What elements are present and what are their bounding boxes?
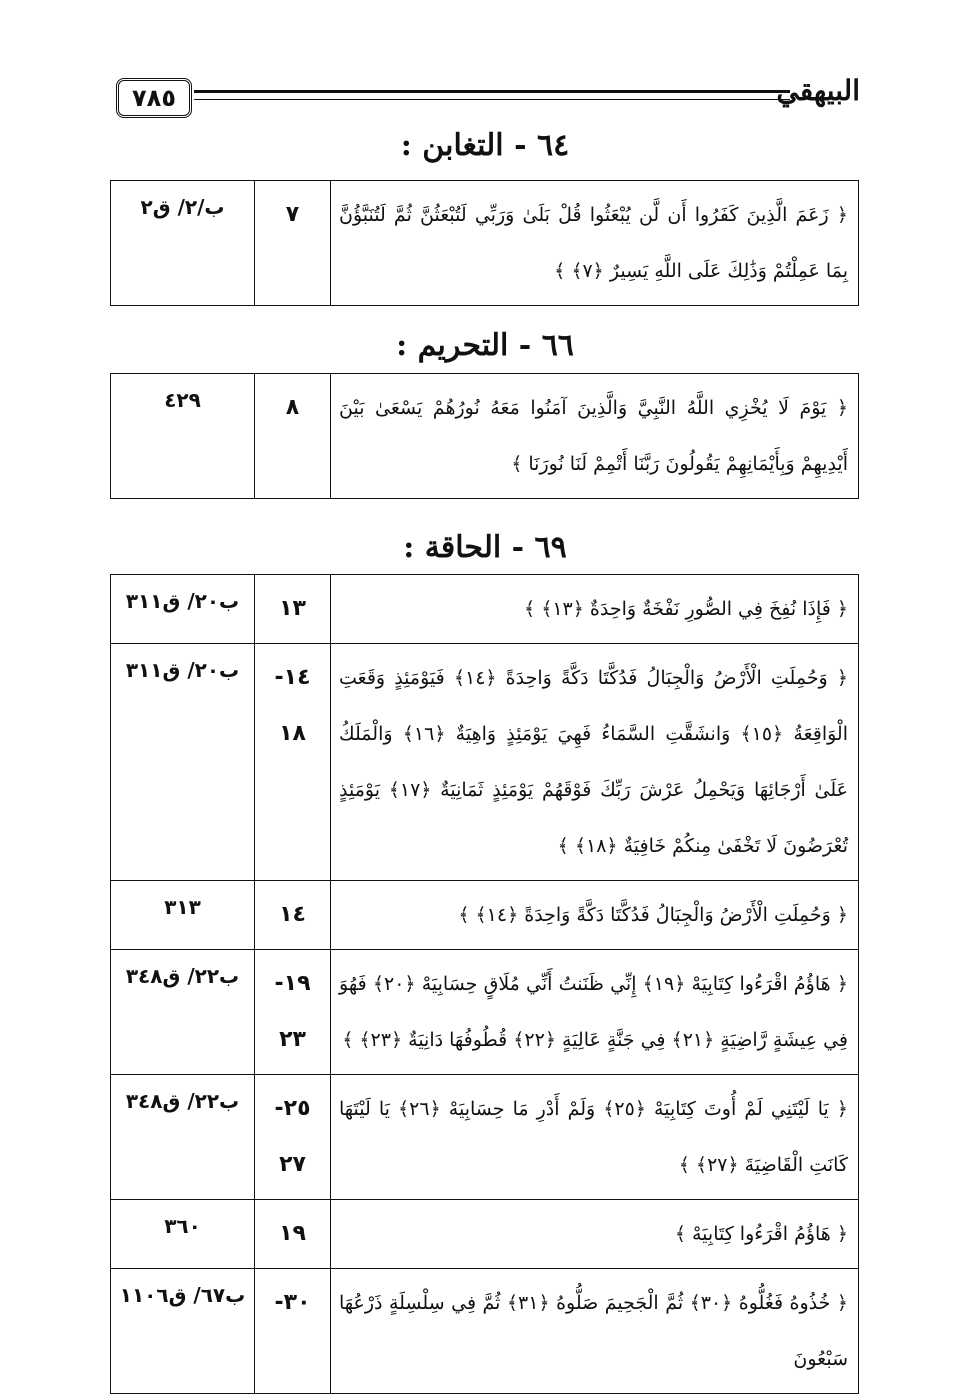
manuscript-ref: ب٦٧/ ق١١٠٦: [111, 1269, 255, 1394]
manuscript-ref: ٣٦٠: [111, 1200, 255, 1269]
verse-number: ٢٥- ٢٧: [255, 1075, 331, 1200]
verse-number: ١٤: [255, 881, 331, 950]
page-number: ٧٨٥: [116, 78, 192, 118]
verse-number: ١٤- ١٨: [255, 644, 331, 881]
verse-number: ٧: [255, 181, 331, 306]
verse-table-haqqa: [110, 574, 859, 1394]
table-row: [111, 1269, 859, 1394]
manuscript-ref: ٤٢٩: [111, 374, 255, 499]
manuscript-ref: ب٢٢/ ق٣٤٨: [111, 950, 255, 1075]
table-row: [111, 644, 859, 881]
verse-text: ﴿ هَاؤُمُ اقْرَءُوا كِتَابِيَهْ ﴿١٩﴾ إِنِّي ظَنَنتُ أَنِّي مُلَاقٍ حِسَابِيَهْ ﴿٢٠﴾ فَهُوَ فِي عِيشَةٍ رَّاضِيَةٍ ﴿٢١﴾ فِي جَنَّةٍ عَالِيَةٍ ﴿٢٢﴾ قُطُوفُهَا دَانِيَةٌ ﴿٢٣﴾ ﴾: [331, 950, 859, 1075]
manuscript-ref: ب/٢/ ق٢: [111, 181, 255, 306]
verse-number: ٣٠-: [255, 1269, 331, 1394]
verse-text: ﴿ وَحُمِلَتِ الْأَرْضُ وَالْجِبَالُ فَدُكَّتَا دَكَّةً وَاحِدَةً ﴿١٤﴾ فَيَوْمَئِذٍ وَقَعَتِ الْوَاقِعَةُ ﴿١٥﴾ وَانشَقَّتِ السَّمَاءُ فَهِيَ يَوْمَئِذٍ وَاهِيَةٌ ﴿١٦﴾ وَالْمَلَكُ عَلَىٰ أَرْجَائِهَا وَيَحْمِلُ عَرْشَ رَبِّكَ فَوْقَهُمْ يَوْمَئِذٍ ثَمَانِيَةٌ ﴿١٧﴾ يَوْمَئِذٍ تُعْرَضُونَ لَا تَخْفَىٰ مِنكُمْ خَافِيَةٌ ﴿١٨﴾ ﴾: [331, 644, 859, 881]
verse-text: ﴿ يَا لَيْتَنِي لَمْ أُوتَ كِتَابِيَهْ ﴿٢٥﴾ وَلَمْ أَدْرِ مَا حِسَابِيَهْ ﴿٢٦﴾ يَا لَيْتَهَا كَانَتِ الْقَاضِيَةَ ﴿٢٧﴾ ﴾: [331, 1075, 859, 1200]
verse-text: ﴿ خُذُوهُ فَغُلُّوهُ ﴿٣٠﴾ ثُمَّ الْجَحِيمَ صَلُّوهُ ﴿٣١﴾ ثُمَّ فِي سِلْسِلَةٍ ذَرْعُهَا سَبْعُونَ: [331, 1269, 859, 1394]
verse-text: ﴿ وَحُمِلَتِ الْأَرْضُ وَالْجِبَالُ فَدُكَّتَا دَكَّةً وَاحِدَةً ﴿١٤﴾ ﴾: [331, 881, 859, 950]
verse-text: ﴿ زَعَمَ الَّذِينَ كَفَرُوا أَن لَّن يُبْعَثُوا قُلْ بَلَىٰ وَرَبِّي لَتُبْعَثُنَّ ثُمَّ لَتُنَبَّؤُنَّ بِمَا عَمِلْتُمْ وَذَٰلِكَ عَلَى اللَّهِ يَسِيرٌ ﴿٧﴾ ﴾: [331, 181, 859, 306]
page-header: [110, 74, 860, 120]
verse-text: ﴿ يَوْمَ لَا يُخْزِي اللَّهُ النَّبِيَّ وَالَّذِينَ آمَنُوا مَعَهُ نُورُهُمْ يَسْعَىٰ بَيْنَ أَيْدِيهِمْ وَبِأَيْمَانِهِمْ يَقُولُونَ رَبَّنَا أَتْمِمْ لَنَا نُورَنَا ﴾: [331, 374, 859, 499]
verse-text: ﴿ فَإِذَا نُفِخَ فِي الصُّورِ نَفْخَةٌ وَاحِدَةٌ ﴿١٣﴾ ﴾: [331, 575, 859, 644]
verse-table-tahrim: [110, 373, 859, 499]
surah-heading-haqqa: ٦٩ - الحاقة :: [403, 530, 567, 565]
table-row: [111, 181, 859, 306]
table-row: [111, 1200, 859, 1269]
table-row: [111, 374, 859, 499]
table-row: [111, 950, 859, 1075]
header-rule: [194, 90, 790, 100]
manuscript-ref: ب٢٢/ ق٣٤٨: [111, 1075, 255, 1200]
verse-table-taghabun: [110, 180, 859, 306]
verse-number: ١٩- ٢٣: [255, 950, 331, 1075]
verse-number: ١٩: [255, 1200, 331, 1269]
manuscript-ref: ب٢٠/ ق٣١١: [111, 644, 255, 881]
verse-number: ٨: [255, 374, 331, 499]
verse-text: ﴿ هَاؤُمُ اقْرَءُوا كِتَابِيَهْ ﴾: [331, 1200, 859, 1269]
table-row: [111, 881, 859, 950]
manuscript-ref: ٣١٣: [111, 881, 255, 950]
book-title: البيهقي: [776, 74, 860, 107]
verse-number: ١٣: [255, 575, 331, 644]
manuscript-ref: ب٢٠/ ق٣١١: [111, 575, 255, 644]
table-row: [111, 1075, 859, 1200]
table-row: [111, 575, 859, 644]
surah-heading-taghabun: ٦٤ - التغابن :: [400, 128, 570, 163]
surah-heading-tahrim: ٦٦ - التحريم :: [396, 328, 574, 363]
